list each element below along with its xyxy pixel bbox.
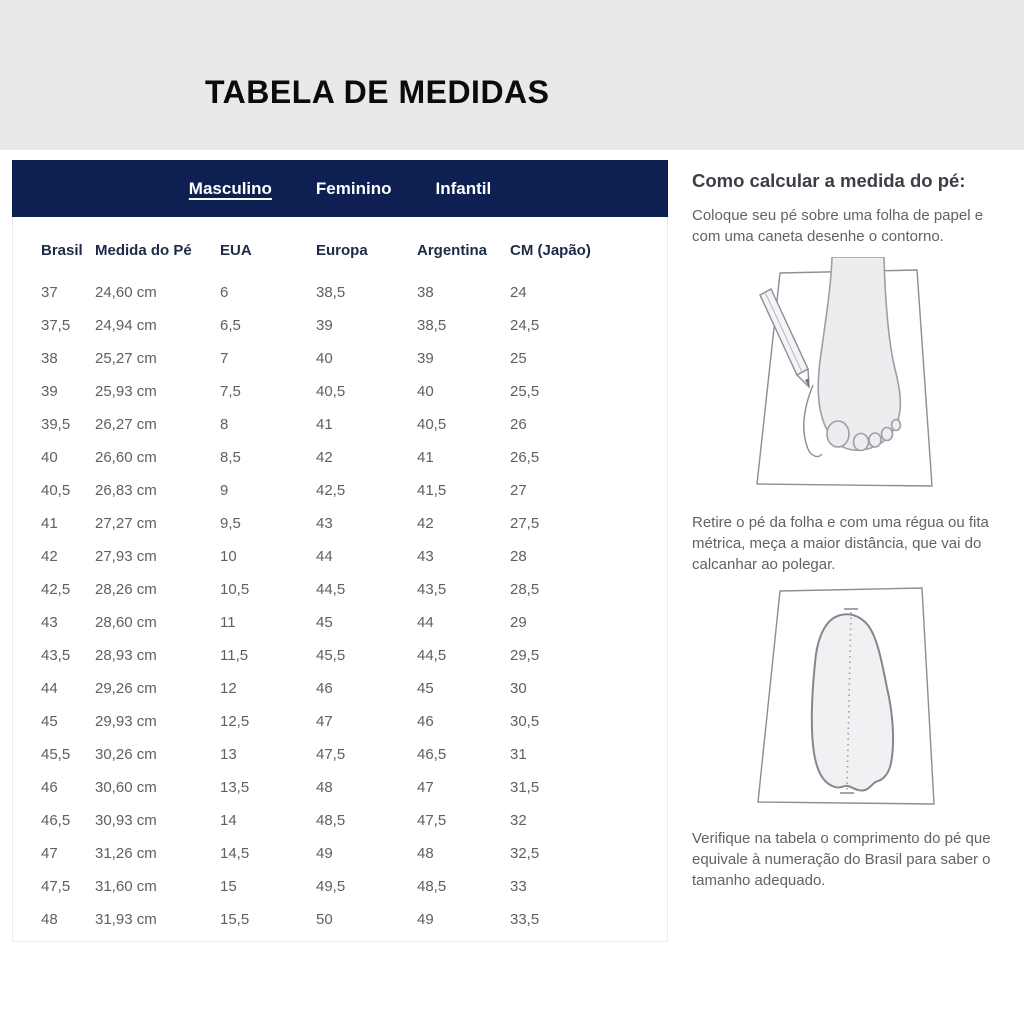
size-cell: 47 [417, 779, 434, 796]
size-cell: 29,93 cm [95, 713, 157, 730]
instruction-step-2: Retire o pé da folha e com uma régua ou fita métrica, meça a maior distância, que vai do calcanhar ao polegar. [692, 514, 989, 573]
size-cell: 42,5 [316, 482, 346, 499]
toe [882, 428, 893, 441]
size-cell: 49 [316, 845, 333, 862]
size-cell: 7 [220, 350, 229, 367]
size-cell: 39 [417, 350, 434, 367]
size-cell: 12,5 [220, 713, 250, 730]
size-cell: 11 [220, 614, 236, 631]
size-cell: 41,5 [417, 482, 447, 499]
size-cell: 46,5 [417, 746, 447, 763]
size-cell: 42 [41, 548, 58, 565]
size-cell: 47,5 [41, 878, 71, 895]
size-table-body [13, 276, 667, 936]
size-cell: 47 [316, 713, 333, 730]
size-cell: 8 [220, 416, 229, 433]
size-cell: 46 [316, 680, 333, 697]
size-cell: 28 [510, 548, 527, 565]
table-row [13, 573, 667, 606]
size-cell: 8,5 [220, 449, 241, 466]
size-cell: 39 [316, 317, 333, 334]
col-header-medida: Medida do Pé [95, 242, 192, 259]
measure-instructions-panel [692, 170, 1014, 902]
size-cell: 24 [510, 284, 527, 301]
size-cell: 31,93 cm [95, 911, 157, 928]
size-cell: 43 [316, 515, 333, 532]
tab-infantil[interactable]: Infantil [435, 178, 492, 198]
col-header-europa: Europa [316, 242, 368, 259]
foot-tracing-illustration [736, 257, 970, 503]
toe [869, 433, 881, 447]
size-cell: 12 [220, 680, 237, 697]
tab-masculino[interactable]: Masculino [188, 178, 272, 198]
size-cell: 44 [316, 548, 333, 565]
size-cell: 41 [417, 449, 434, 466]
foot-top-view [818, 257, 900, 450]
size-cell: 42 [316, 449, 333, 466]
size-cell: 38 [41, 350, 58, 367]
size-cell: 30,5 [510, 713, 540, 730]
table-row [13, 870, 667, 903]
size-cell: 44,5 [316, 581, 346, 598]
size-cell: 13,5 [220, 779, 250, 796]
size-cell: 14,5 [220, 845, 250, 862]
table-row [13, 441, 667, 474]
foot-outline-measure-illustration [738, 585, 968, 819]
size-cell: 40 [316, 350, 333, 367]
size-cell: 42 [417, 515, 434, 532]
table-row [13, 705, 667, 738]
size-cell: 30 [510, 680, 527, 697]
size-cell: 24,94 cm [95, 317, 157, 334]
size-cell: 43,5 [41, 647, 71, 664]
size-cell: 41 [316, 416, 333, 433]
table-row [13, 276, 667, 309]
instructions-heading: Como calcular a medida do pé: [692, 170, 966, 191]
size-cell: 25,5 [510, 383, 540, 400]
size-cell: 45 [41, 713, 58, 730]
col-header-argentina: Argentina [417, 242, 488, 259]
size-cell: 46,5 [41, 812, 71, 829]
size-cell: 10 [220, 548, 237, 565]
size-cell: 48 [316, 779, 333, 796]
table-row [13, 903, 667, 936]
table-row [13, 606, 667, 639]
size-cell: 24,5 [510, 317, 540, 334]
table-row [13, 639, 667, 672]
size-cell: 27,5 [510, 515, 540, 532]
size-cell: 10,5 [220, 581, 250, 598]
size-cell: 48,5 [417, 878, 447, 895]
table-row [13, 672, 667, 705]
table-row [13, 474, 667, 507]
size-cell: 38,5 [417, 317, 447, 334]
size-cell: 42,5 [41, 581, 71, 598]
size-cell: 32,5 [510, 845, 540, 862]
size-cell: 45 [417, 680, 434, 697]
page-header [0, 0, 1024, 150]
size-cell: 15,5 [220, 911, 250, 928]
size-cell: 30,26 cm [95, 746, 157, 763]
col-header-eua: EUA [220, 242, 252, 259]
size-cell: 9 [220, 482, 229, 499]
table-row [13, 540, 667, 573]
size-cell: 43,5 [417, 581, 447, 598]
size-cell: 9,5 [220, 515, 241, 532]
table-row [13, 309, 667, 342]
size-cell: 45 [316, 614, 333, 631]
size-cell: 29 [510, 614, 527, 631]
table-row [13, 375, 667, 408]
size-cell: 28,60 cm [95, 614, 157, 631]
size-cell: 48 [417, 845, 434, 862]
size-cell: 29,26 cm [95, 680, 157, 697]
size-cell: 26,83 cm [95, 482, 157, 499]
size-cell: 26,60 cm [95, 449, 157, 466]
foot-outline [812, 615, 893, 791]
pencil-icon [760, 289, 809, 387]
size-cell: 47,5 [316, 746, 346, 763]
size-cell: 39 [41, 383, 58, 400]
size-cell: 6 [220, 284, 229, 301]
size-cell: 49,5 [316, 878, 346, 895]
size-cell: 40,5 [316, 383, 346, 400]
size-cell: 7,5 [220, 383, 241, 400]
size-cell: 48 [41, 911, 58, 928]
size-cell: 38 [417, 284, 434, 301]
size-cell: 49 [417, 911, 434, 928]
size-cell: 15 [220, 878, 237, 895]
col-header-cm-japao: CM (Japão) [510, 242, 591, 259]
size-cell: 47,5 [417, 812, 447, 829]
size-cell: 29,5 [510, 647, 540, 664]
size-cell: 28,93 cm [95, 647, 157, 664]
size-cell: 40,5 [41, 482, 71, 499]
size-cell: 46 [41, 779, 58, 796]
size-cell: 43 [41, 614, 58, 631]
size-cell: 24,60 cm [95, 284, 157, 301]
table-header-row [13, 217, 667, 276]
size-cell: 28,26 cm [95, 581, 157, 598]
size-cell: 26,27 cm [95, 416, 157, 433]
size-cell: 6,5 [220, 317, 241, 334]
size-cell: 44,5 [417, 647, 447, 664]
size-cell: 30,93 cm [95, 812, 157, 829]
table-row [13, 804, 667, 837]
size-cell: 27,93 cm [95, 548, 157, 565]
tab-feminino[interactable]: Feminino [315, 178, 392, 198]
toe [854, 434, 869, 451]
size-cell: 11,5 [220, 647, 249, 664]
size-cell: 39,5 [41, 416, 71, 433]
size-chart-card [12, 160, 668, 942]
big-toe [827, 421, 849, 447]
size-cell: 31,60 cm [95, 878, 157, 895]
size-cell: 37,5 [41, 317, 71, 334]
instruction-step-3: Verifique na tabela o comprimento do pé que equivale à numeração do Brasil para saber o tamanho adequado. [692, 830, 991, 889]
size-cell: 31,5 [510, 779, 540, 796]
size-cell: 45,5 [316, 647, 346, 664]
size-cell: 27 [510, 482, 527, 499]
size-cell: 32 [510, 812, 527, 829]
size-cell: 14 [220, 812, 237, 829]
size-cell: 44 [41, 680, 58, 697]
size-cell: 50 [316, 911, 333, 928]
size-table [13, 217, 667, 936]
size-cell: 43 [417, 548, 434, 565]
size-cell: 33 [510, 878, 527, 895]
size-cell: 31,26 cm [95, 845, 157, 862]
table-row [13, 507, 667, 540]
page-title: TABELA DE MEDIDAS [205, 74, 550, 110]
col-header-brasil: Brasil [41, 242, 83, 259]
size-cell: 37 [41, 284, 58, 301]
size-cell: 25,27 cm [95, 350, 157, 367]
size-cell: 25,93 cm [95, 383, 157, 400]
table-row [13, 771, 667, 804]
size-cell: 40,5 [417, 416, 447, 433]
table-row [13, 738, 667, 771]
toe [892, 420, 901, 431]
size-cell: 27,27 cm [95, 515, 157, 532]
size-cell: 40 [41, 449, 58, 466]
size-cell: 30,60 cm [95, 779, 157, 796]
size-cell: 45,5 [41, 746, 71, 763]
table-row [13, 837, 667, 870]
size-cell: 44 [417, 614, 434, 631]
size-cell: 26,5 [510, 449, 540, 466]
size-cell: 13 [220, 746, 237, 763]
size-cell: 46 [417, 713, 434, 730]
size-cell: 38,5 [316, 284, 346, 301]
size-cell: 26 [510, 416, 527, 433]
size-cell: 40 [417, 383, 434, 400]
table-row [13, 408, 667, 441]
size-cell: 31 [510, 746, 527, 763]
table-row [13, 342, 667, 375]
size-cell: 33,5 [510, 911, 540, 928]
gender-tab-bar [12, 160, 668, 217]
size-cell: 41 [41, 515, 58, 532]
size-cell: 28,5 [510, 581, 540, 598]
size-cell: 25 [510, 350, 527, 367]
size-cell: 48,5 [316, 812, 346, 829]
instruction-step-1: Coloque seu pé sobre uma folha de papel e com uma caneta desenhe o contorno. [692, 207, 984, 245]
size-cell: 47 [41, 845, 58, 862]
